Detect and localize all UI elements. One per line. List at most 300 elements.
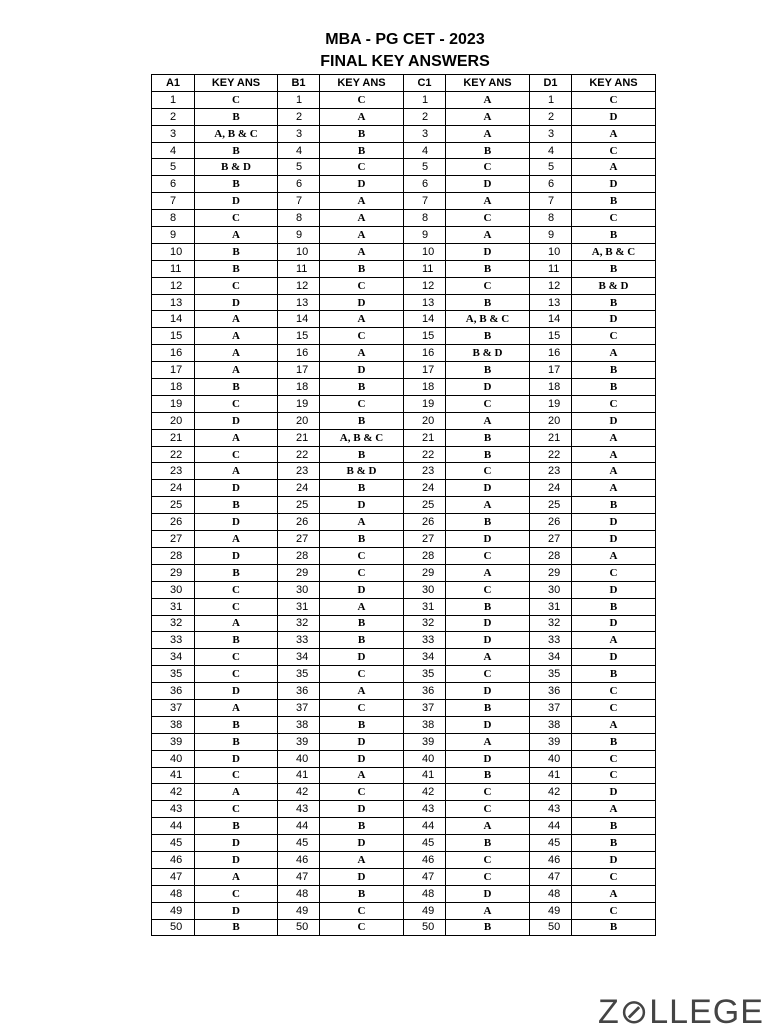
question-number-cell: 43: [404, 801, 446, 818]
key-answer-cell: D: [446, 531, 530, 548]
question-number-cell: 47: [278, 868, 320, 885]
question-number-cell: 43: [152, 801, 195, 818]
question-number-cell: 16: [152, 345, 195, 362]
question-number-cell: 25: [152, 497, 195, 514]
key-answer-cell: A: [195, 227, 278, 244]
table-row: [152, 379, 656, 396]
question-number-cell: 4: [530, 142, 572, 159]
key-answer-cell: C: [572, 328, 656, 345]
question-number-cell: 37: [278, 699, 320, 716]
key-answer-cell: A, B & C: [572, 243, 656, 260]
key-answer-cell: B: [446, 142, 530, 159]
question-number-cell: 12: [530, 277, 572, 294]
key-answer-cell: A: [446, 193, 530, 210]
key-answer-cell: B: [446, 429, 530, 446]
key-answer-cell: A: [195, 429, 278, 446]
key-answer-cell: B: [446, 362, 530, 379]
question-number-cell: 22: [278, 446, 320, 463]
key-answer-cell: C: [195, 666, 278, 683]
question-number-cell: 39: [152, 733, 195, 750]
key-answer-cell: A: [446, 733, 530, 750]
key-answer-cell: A: [446, 902, 530, 919]
key-answer-cell: A: [320, 227, 404, 244]
key-answer-cell: C: [572, 395, 656, 412]
key-answer-cell: A: [446, 227, 530, 244]
key-answer-cell: B: [446, 835, 530, 852]
key-answer-cell: C: [446, 868, 530, 885]
question-number-cell: 17: [278, 362, 320, 379]
table-row: [152, 142, 656, 159]
question-number-cell: 1: [404, 91, 446, 108]
table-row: [152, 227, 656, 244]
key-answer-cell: A: [320, 345, 404, 362]
table-row: [152, 176, 656, 193]
question-number-cell: 11: [404, 260, 446, 277]
question-number-cell: 46: [404, 851, 446, 868]
key-answer-cell: D: [446, 243, 530, 260]
key-answer-cell: C: [446, 581, 530, 598]
question-number-cell: 47: [530, 868, 572, 885]
question-number-cell: 33: [530, 632, 572, 649]
question-number-cell: 42: [278, 784, 320, 801]
key-answer-cell: B: [195, 919, 278, 936]
key-answer-cell: C: [320, 395, 404, 412]
key-answer-cell: C: [195, 277, 278, 294]
key-answer-cell: A: [572, 345, 656, 362]
key-answer-cell: A: [572, 547, 656, 564]
question-number-cell: 36: [530, 683, 572, 700]
key-answer-cell: B: [320, 446, 404, 463]
key-answer-cell: B: [446, 514, 530, 531]
question-number-cell: 35: [152, 666, 195, 683]
key-answer-cell: D: [195, 750, 278, 767]
key-answer-cell: D: [572, 412, 656, 429]
key-answer-cell: C: [195, 598, 278, 615]
key-answer-cell: C: [195, 210, 278, 227]
key-answer-cell: D: [572, 784, 656, 801]
key-answer-cell: C: [446, 851, 530, 868]
table-row: [152, 514, 656, 531]
key-answer-cell: C: [320, 547, 404, 564]
key-answer-cell: A: [195, 868, 278, 885]
question-number-cell: 45: [278, 835, 320, 852]
key-answer-cell: B: [320, 412, 404, 429]
key-answer-cell: A: [320, 243, 404, 260]
answer-key-table: [151, 74, 656, 936]
question-number-cell: 31: [278, 598, 320, 615]
question-number-cell: 37: [152, 699, 195, 716]
key-answer-cell: A: [572, 429, 656, 446]
table-row: [152, 581, 656, 598]
question-number-cell: 33: [278, 632, 320, 649]
key-answer-cell: B: [446, 767, 530, 784]
key-answer-cell: D: [572, 649, 656, 666]
table-row: [152, 868, 656, 885]
key-answer-cell: A: [572, 801, 656, 818]
question-number-cell: 21: [530, 429, 572, 446]
table-row: [152, 699, 656, 716]
question-number-cell: 17: [530, 362, 572, 379]
question-number-cell: 3: [278, 125, 320, 142]
key-answer-cell: C: [195, 649, 278, 666]
question-number-cell: 48: [530, 885, 572, 902]
table-row: [152, 801, 656, 818]
page-title: MBA - PG CET - 2023: [325, 31, 485, 48]
question-number-cell: 22: [530, 446, 572, 463]
key-answer-cell: D: [572, 514, 656, 531]
question-number-cell: 32: [404, 615, 446, 632]
question-number-cell: 40: [278, 750, 320, 767]
column-header: KEY ANS: [320, 75, 404, 92]
table-row: [152, 919, 656, 936]
key-answer-cell: A: [446, 412, 530, 429]
key-answer-cell: D: [446, 683, 530, 700]
key-answer-cell: B: [572, 733, 656, 750]
table-row: [152, 632, 656, 649]
question-number-cell: 8: [530, 210, 572, 227]
key-answer-cell: D: [446, 750, 530, 767]
question-number-cell: 36: [404, 683, 446, 700]
question-number-cell: 9: [278, 227, 320, 244]
question-number-cell: 45: [530, 835, 572, 852]
question-number-cell: 7: [530, 193, 572, 210]
table-row: [152, 531, 656, 548]
question-number-cell: 41: [404, 767, 446, 784]
question-number-cell: 2: [152, 108, 195, 125]
key-answer-cell: B: [446, 294, 530, 311]
question-number-cell: 24: [278, 480, 320, 497]
key-answer-cell: C: [446, 666, 530, 683]
key-answer-cell: B: [320, 531, 404, 548]
key-answer-cell: B: [320, 615, 404, 632]
question-number-cell: 50: [530, 919, 572, 936]
question-number-cell: 19: [404, 395, 446, 412]
question-number-cell: 46: [530, 851, 572, 868]
key-answer-cell: D: [320, 835, 404, 852]
question-number-cell: 35: [404, 666, 446, 683]
table-row: [152, 345, 656, 362]
question-number-cell: 15: [530, 328, 572, 345]
question-number-cell: 42: [404, 784, 446, 801]
table-row: [152, 885, 656, 902]
question-number-cell: 43: [530, 801, 572, 818]
key-answer-cell: C: [320, 699, 404, 716]
key-answer-cell: B: [195, 733, 278, 750]
question-number-cell: 38: [278, 716, 320, 733]
key-answer-cell: C: [195, 395, 278, 412]
question-number-cell: 42: [530, 784, 572, 801]
question-number-cell: 33: [404, 632, 446, 649]
question-number-cell: 23: [152, 463, 195, 480]
question-number-cell: 34: [278, 649, 320, 666]
key-answer-cell: A: [446, 818, 530, 835]
key-answer-cell: A: [446, 91, 530, 108]
column-header: D1: [530, 75, 572, 92]
table-row: [152, 767, 656, 784]
question-number-cell: 39: [530, 733, 572, 750]
key-answer-cell: C: [195, 581, 278, 598]
question-number-cell: 44: [152, 818, 195, 835]
page-subtitle: FINAL KEY ANSWERS: [320, 53, 490, 70]
key-answer-cell: C: [320, 91, 404, 108]
question-number-cell: 29: [530, 564, 572, 581]
question-number-cell: 7: [404, 193, 446, 210]
question-number-cell: 15: [152, 328, 195, 345]
question-number-cell: 25: [278, 497, 320, 514]
question-number-cell: 31: [152, 598, 195, 615]
key-answer-cell: B: [572, 362, 656, 379]
key-answer-cell: B: [195, 632, 278, 649]
question-number-cell: 35: [530, 666, 572, 683]
key-answer-cell: A: [195, 345, 278, 362]
question-number-cell: 26: [530, 514, 572, 531]
table-row: [152, 210, 656, 227]
question-number-cell: 8: [278, 210, 320, 227]
question-number-cell: 27: [404, 531, 446, 548]
table-row: [152, 108, 656, 125]
table-row: [152, 615, 656, 632]
question-number-cell: 28: [404, 547, 446, 564]
table-row: [152, 362, 656, 379]
key-answer-cell: A, B & C: [446, 311, 530, 328]
question-number-cell: 12: [152, 277, 195, 294]
key-answer-cell: C: [572, 210, 656, 227]
question-number-cell: 16: [530, 345, 572, 362]
key-answer-cell: A: [446, 108, 530, 125]
question-number-cell: 31: [404, 598, 446, 615]
key-answer-cell: B: [195, 176, 278, 193]
key-answer-cell: B & D: [446, 345, 530, 362]
table-row: [152, 666, 656, 683]
key-answer-cell: D: [572, 311, 656, 328]
key-answer-cell: B: [320, 818, 404, 835]
key-answer-cell: C: [195, 767, 278, 784]
question-number-cell: 13: [278, 294, 320, 311]
key-answer-cell: A: [572, 125, 656, 142]
question-number-cell: 15: [404, 328, 446, 345]
question-number-cell: 7: [278, 193, 320, 210]
table-row: [152, 818, 656, 835]
question-number-cell: 16: [278, 345, 320, 362]
question-number-cell: 38: [530, 716, 572, 733]
question-number-cell: 11: [278, 260, 320, 277]
table-row: [152, 159, 656, 176]
key-answer-cell: C: [320, 277, 404, 294]
question-number-cell: 43: [278, 801, 320, 818]
table-row: [152, 446, 656, 463]
question-number-cell: 20: [404, 412, 446, 429]
question-number-cell: 49: [278, 902, 320, 919]
question-number-cell: 4: [278, 142, 320, 159]
question-number-cell: 32: [278, 615, 320, 632]
question-number-cell: 34: [404, 649, 446, 666]
question-number-cell: 14: [530, 311, 572, 328]
question-number-cell: 49: [404, 902, 446, 919]
key-answer-cell: B: [446, 260, 530, 277]
key-answer-cell: D: [572, 176, 656, 193]
column-header: KEY ANS: [195, 75, 278, 92]
key-answer-cell: D: [320, 294, 404, 311]
key-answer-cell: B: [320, 480, 404, 497]
key-answer-cell: B: [572, 227, 656, 244]
table-row: [152, 395, 656, 412]
question-number-cell: 37: [404, 699, 446, 716]
question-number-cell: 14: [404, 311, 446, 328]
question-number-cell: 14: [278, 311, 320, 328]
key-answer-cell: A: [572, 885, 656, 902]
key-answer-cell: A: [572, 480, 656, 497]
question-number-cell: 41: [152, 767, 195, 784]
table-row: [152, 649, 656, 666]
key-answer-cell: C: [320, 919, 404, 936]
key-answer-cell: C: [572, 683, 656, 700]
key-answer-cell: A: [195, 362, 278, 379]
question-number-cell: 29: [404, 564, 446, 581]
question-number-cell: 11: [530, 260, 572, 277]
question-number-cell: 38: [152, 716, 195, 733]
question-number-cell: 48: [278, 885, 320, 902]
question-number-cell: 6: [152, 176, 195, 193]
key-answer-cell: D: [446, 632, 530, 649]
table-row: [152, 412, 656, 429]
question-number-cell: 48: [404, 885, 446, 902]
key-answer-cell: B: [320, 632, 404, 649]
question-number-cell: 20: [278, 412, 320, 429]
key-answer-cell: C: [572, 699, 656, 716]
key-answer-cell: B: [446, 699, 530, 716]
question-number-cell: 47: [404, 868, 446, 885]
question-number-cell: 1: [530, 91, 572, 108]
question-number-cell: 10: [404, 243, 446, 260]
question-number-cell: 5: [278, 159, 320, 176]
key-answer-cell: D: [195, 851, 278, 868]
key-answer-cell: A: [320, 193, 404, 210]
question-number-cell: 18: [530, 379, 572, 396]
question-number-cell: 28: [278, 547, 320, 564]
key-answer-cell: B: [572, 666, 656, 683]
key-answer-cell: C: [446, 277, 530, 294]
key-answer-cell: B: [572, 193, 656, 210]
question-number-cell: 24: [404, 480, 446, 497]
key-answer-cell: D: [195, 412, 278, 429]
question-number-cell: 20: [530, 412, 572, 429]
key-answer-cell: D: [320, 362, 404, 379]
question-number-cell: 17: [152, 362, 195, 379]
key-answer-cell: C: [446, 801, 530, 818]
table-row: [152, 598, 656, 615]
question-number-cell: 3: [530, 125, 572, 142]
question-number-cell: 30: [152, 581, 195, 598]
table-row: [152, 716, 656, 733]
table-row: [152, 311, 656, 328]
table-row: [152, 480, 656, 497]
question-number-cell: 2: [530, 108, 572, 125]
question-number-cell: 9: [152, 227, 195, 244]
key-answer-cell: D: [195, 514, 278, 531]
question-number-cell: 18: [278, 379, 320, 396]
key-answer-cell: D: [320, 497, 404, 514]
question-number-cell: 8: [404, 210, 446, 227]
key-answer-cell: B: [572, 818, 656, 835]
key-answer-cell: A: [572, 159, 656, 176]
question-number-cell: 19: [530, 395, 572, 412]
question-number-cell: 9: [530, 227, 572, 244]
key-answer-cell: D: [320, 750, 404, 767]
question-number-cell: 41: [278, 767, 320, 784]
table-header-row: [152, 75, 656, 92]
key-answer-cell: A: [446, 497, 530, 514]
question-number-cell: 15: [278, 328, 320, 345]
question-number-cell: 21: [278, 429, 320, 446]
table-row: [152, 91, 656, 108]
question-number-cell: 1: [152, 91, 195, 108]
key-answer-cell: D: [572, 581, 656, 598]
key-answer-cell: B: [572, 497, 656, 514]
key-answer-cell: D: [320, 801, 404, 818]
key-answer-cell: C: [195, 885, 278, 902]
key-answer-cell: C: [572, 564, 656, 581]
key-answer-cell: A: [446, 649, 530, 666]
key-answer-cell: A: [195, 328, 278, 345]
table-row: [152, 547, 656, 564]
question-number-cell: 41: [530, 767, 572, 784]
question-number-cell: 14: [152, 311, 195, 328]
question-number-cell: 27: [278, 531, 320, 548]
table-row: [152, 463, 656, 480]
key-answer-cell: C: [446, 395, 530, 412]
table-row: [152, 294, 656, 311]
question-number-cell: 50: [152, 919, 195, 936]
question-number-cell: 23: [404, 463, 446, 480]
question-number-cell: 4: [404, 142, 446, 159]
question-number-cell: 19: [278, 395, 320, 412]
column-header: A1: [152, 75, 195, 92]
question-number-cell: 30: [278, 581, 320, 598]
question-number-cell: 34: [530, 649, 572, 666]
key-answer-cell: C: [572, 902, 656, 919]
question-number-cell: 31: [530, 598, 572, 615]
key-answer-cell: A: [195, 463, 278, 480]
question-number-cell: 5: [530, 159, 572, 176]
question-number-cell: 50: [278, 919, 320, 936]
question-number-cell: 1: [278, 91, 320, 108]
key-answer-cell: B: [195, 243, 278, 260]
key-answer-cell: A: [195, 311, 278, 328]
question-number-cell: 49: [152, 902, 195, 919]
table-row: [152, 733, 656, 750]
question-number-cell: 9: [404, 227, 446, 244]
table-row: [152, 683, 656, 700]
question-number-cell: 11: [152, 260, 195, 277]
question-number-cell: 10: [530, 243, 572, 260]
question-number-cell: 45: [152, 835, 195, 852]
question-number-cell: 5: [152, 159, 195, 176]
key-answer-cell: A: [320, 851, 404, 868]
key-answer-cell: A: [446, 125, 530, 142]
key-answer-cell: A: [320, 311, 404, 328]
key-answer-cell: B: [572, 835, 656, 852]
key-answer-cell: B: [195, 497, 278, 514]
key-answer-cell: C: [572, 868, 656, 885]
question-number-cell: 10: [152, 243, 195, 260]
key-answer-cell: C: [572, 91, 656, 108]
key-answer-cell: B: [195, 564, 278, 581]
question-number-cell: 45: [404, 835, 446, 852]
key-answer-cell: C: [446, 784, 530, 801]
key-answer-cell: D: [320, 868, 404, 885]
table-row: [152, 750, 656, 767]
key-answer-cell: B: [195, 716, 278, 733]
